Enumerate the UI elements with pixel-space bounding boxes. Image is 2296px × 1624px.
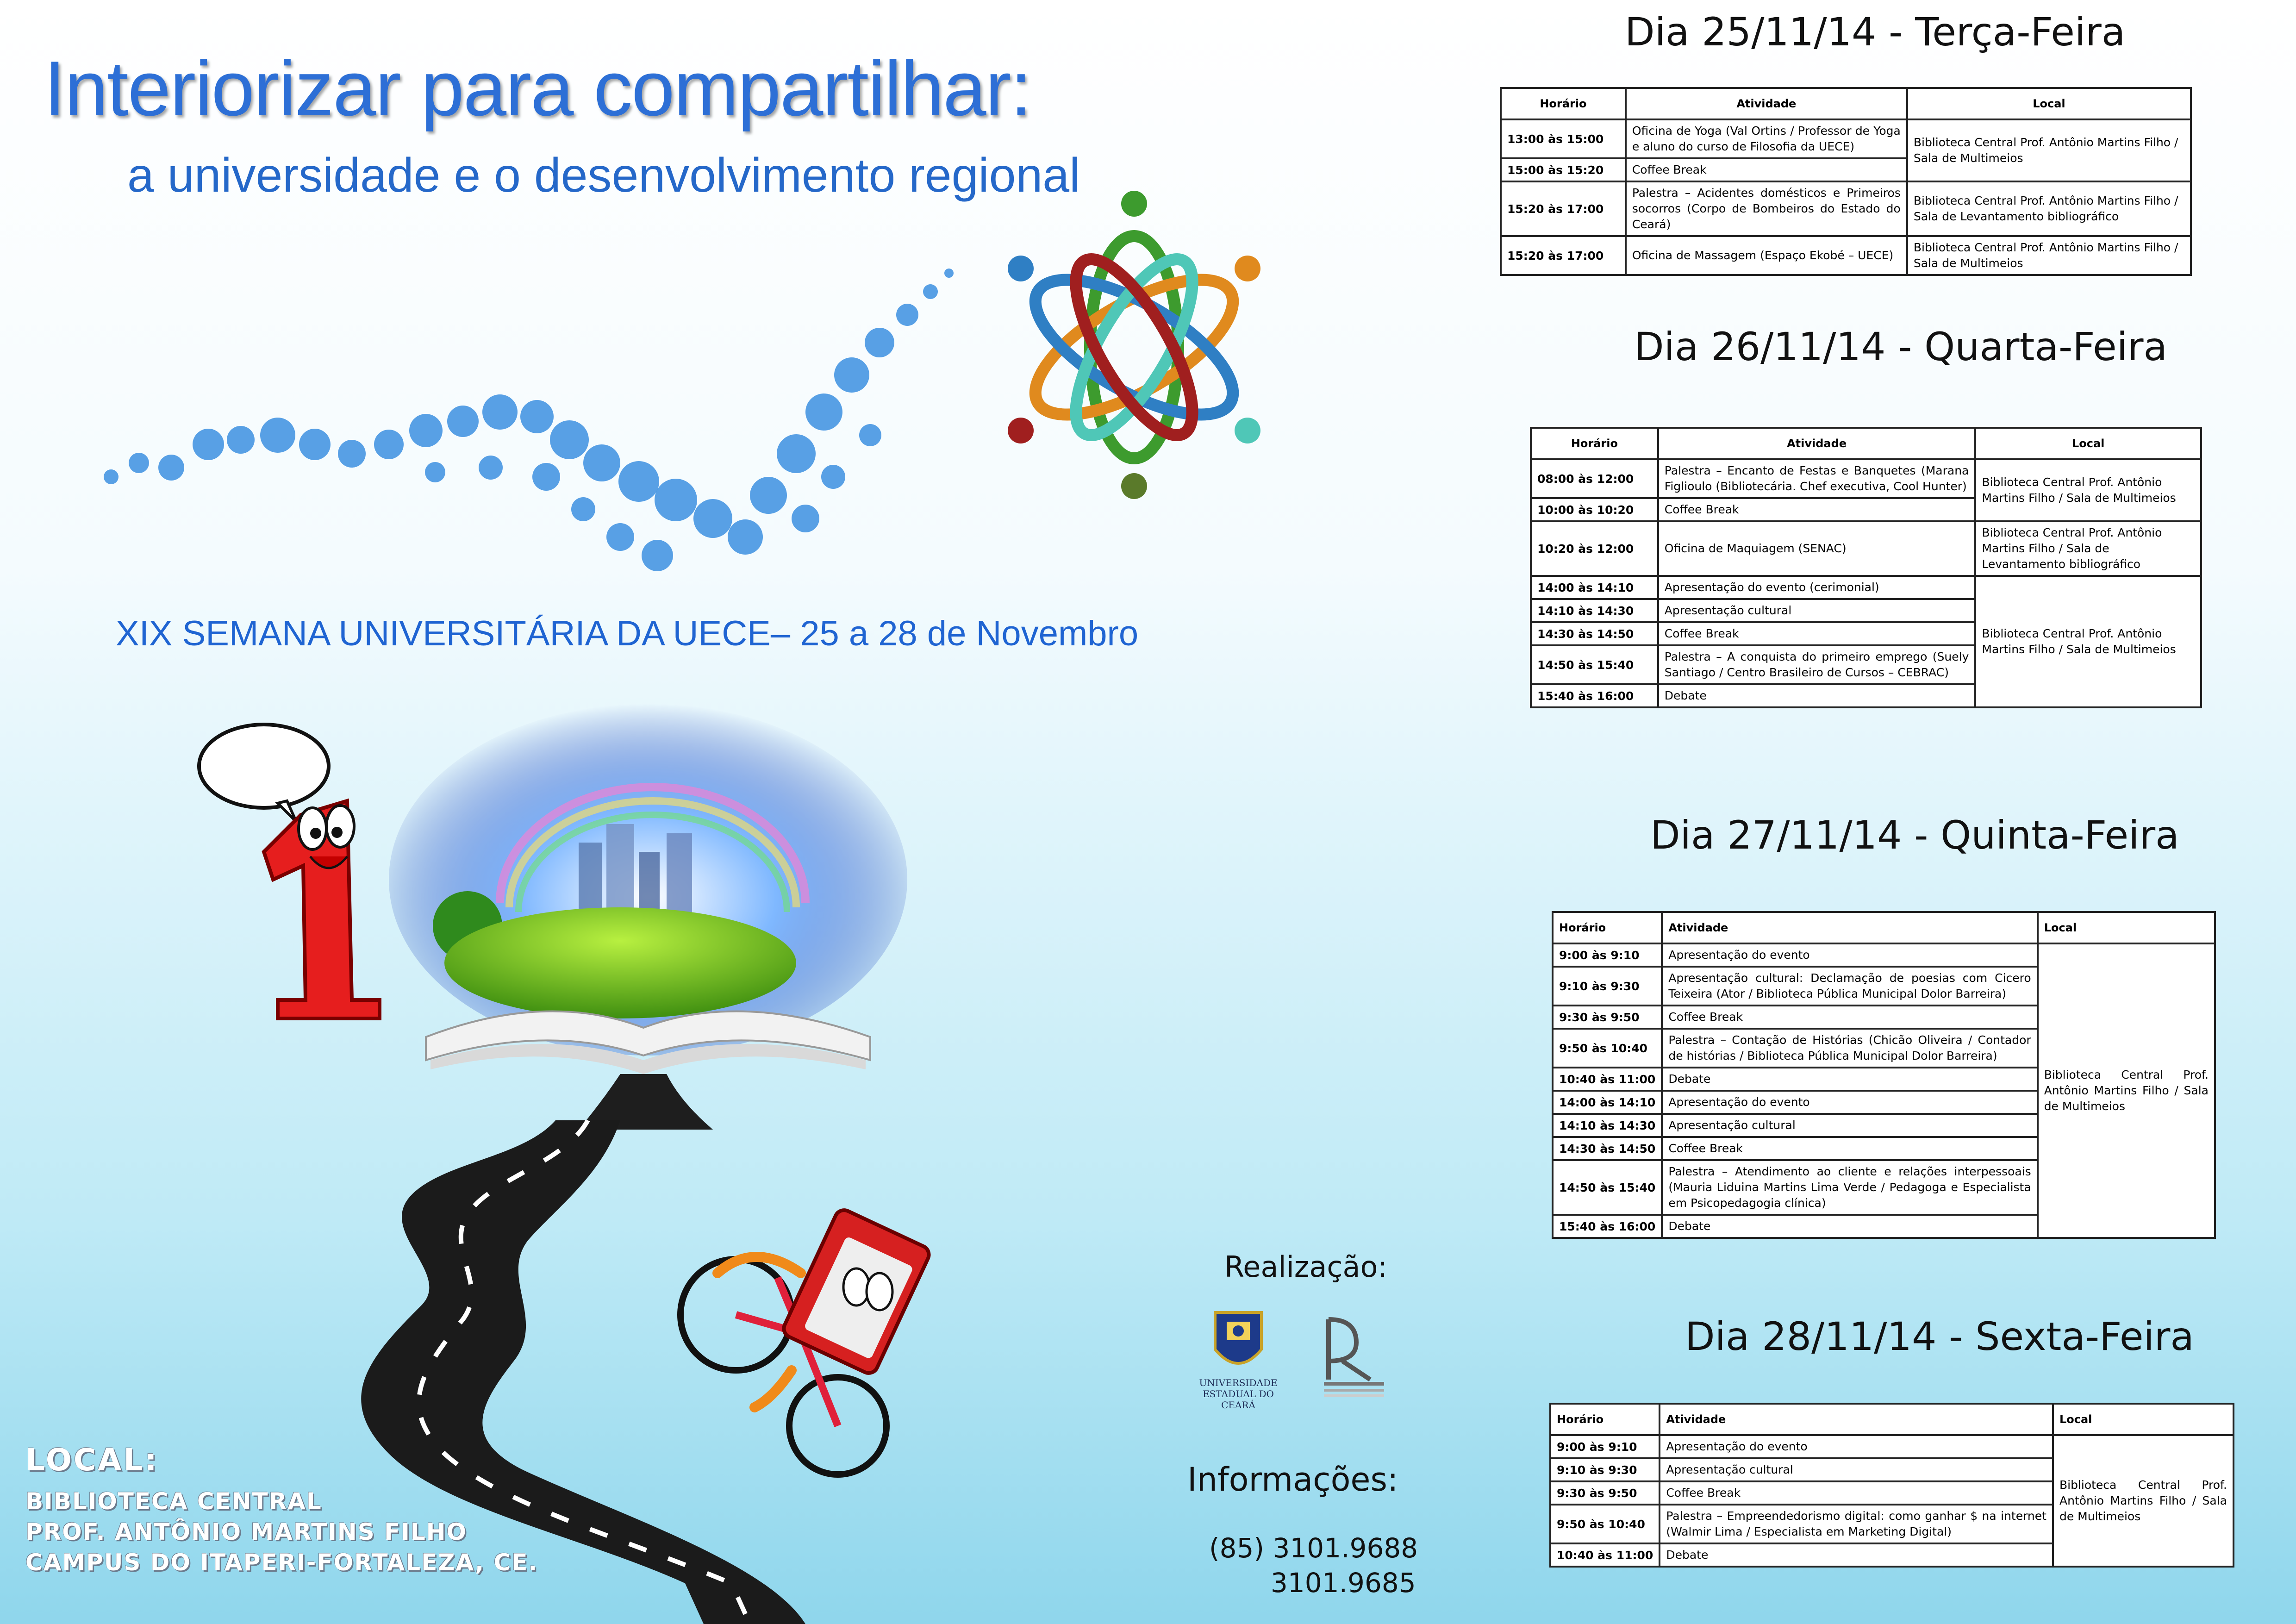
row-time: 9:00 às 9:10: [1553, 943, 1662, 967]
row-time: 9:30 às 9:50: [1550, 1481, 1660, 1505]
uece-crest-icon: [1210, 1308, 1266, 1377]
row-activity: Coffee Break: [1658, 498, 1976, 521]
row-activity: Coffee Break: [1662, 1137, 2037, 1160]
table-row: [1531, 576, 2201, 599]
library-logo-icon: [1315, 1310, 1393, 1403]
column-header-activity: Atividade: [1626, 88, 1907, 119]
row-activity: Palestra – A conquista do primeiro emprego (Suely Santiago / Centro Brasileiro de Cursos – CEBRAC): [1658, 645, 1976, 684]
day4-title: Dia 28/11/14 - Sexta-Feira: [1685, 1314, 2194, 1359]
column-header-activity: Atividade: [1658, 428, 1976, 459]
column-header-time: Horário: [1553, 912, 1662, 943]
row-activity: Apresentação do evento: [1662, 1091, 2037, 1114]
column-header-time: Horário: [1501, 88, 1626, 119]
column-header-activity: Atividade: [1662, 912, 2037, 943]
row-time: 14:30 às 14:50: [1531, 622, 1658, 645]
column-header-location: Local: [2053, 1404, 2234, 1435]
row-time: 15:00 às 15:20: [1501, 158, 1626, 181]
table-row: [1501, 236, 2191, 275]
row-activity: Palestra – Atendimento ao cliente e relações interpessoais (Mauria Liduina Martins Lima Verde / Pedagoga e Especialista em Psicopedagogia clínica): [1662, 1160, 2037, 1215]
community-logo: [1000, 190, 1268, 505]
row-activity: Apresentação cultural: [1662, 1114, 2037, 1137]
day2-title: Dia 26/11/14 - Quarta-Feira: [1634, 324, 2168, 369]
row-time: 9:30 às 9:50: [1553, 1006, 1662, 1029]
table-row: [1531, 459, 2201, 498]
local-line: CAMPUS DO ITAPERI-FORTALEZA, CE.: [25, 1549, 538, 1576]
row-activity: Debate: [1662, 1068, 2037, 1091]
row-time: 14:00 às 14:10: [1553, 1091, 1662, 1114]
row-time: 14:50 às 15:40: [1553, 1160, 1662, 1215]
row-activity: Apresentação cultural: [1660, 1458, 2053, 1481]
row-location: Biblioteca Central Prof. Antônio Martins Filho / Sala de Levantamento bibliográfico: [1975, 521, 2201, 576]
row-time: 14:30 às 14:50: [1553, 1137, 1662, 1160]
row-activity: Oficina de Massagem (Espaço Ekobé – UECE): [1626, 236, 1907, 275]
row-time: 14:00 às 14:10: [1531, 576, 1658, 599]
day4-schedule-table: [1549, 1403, 2234, 1568]
uece-logo-line1: UNIVERSIDADE: [1199, 1377, 1278, 1388]
row-activity: Palestra – Acidentes domésticos e Primeiros socorros (Corpo de Bombeiros do Estado do Ceará): [1626, 181, 1907, 236]
local-line: BIBLIOTECA CENTRAL: [25, 1488, 322, 1515]
column-header-time: Horário: [1550, 1404, 1660, 1435]
row-activity: Coffee Break: [1658, 622, 1976, 645]
row-time: 14:50 às 15:40: [1531, 645, 1658, 684]
row-time: 15:20 às 17:00: [1501, 181, 1626, 236]
day1-title: Dia 25/11/14 - Terça-Feira: [1625, 9, 2126, 55]
row-activity: Apresentação cultural: Declamação de poesias com Cicero Teixeira (Ator / Biblioteca Pública Municipal Dolor Barreira): [1662, 967, 2037, 1006]
row-time: 13:00 às 15:00: [1501, 119, 1626, 158]
number-one-mascot: [194, 722, 407, 1028]
row-activity: Apresentação do evento: [1660, 1435, 2053, 1458]
day1-schedule-table: [1500, 87, 2192, 276]
row-time: 10:20 às 12:00: [1531, 521, 1658, 576]
event-dates: XIX SEMANA UNIVERSITÁRIA DA UECE– 25 a 28 de Novembro: [116, 614, 1139, 653]
row-time: 15:40 às 16:00: [1531, 684, 1658, 707]
row-location: Biblioteca Central Prof. Antônio Martins Filho / Sala de Multimeios: [2053, 1435, 2234, 1567]
row-activity: Palestra – Empreendedorismo digital: como ganhar $ na internet (Walmir Lima / Especialista em Marketing Digital): [1660, 1505, 2053, 1543]
icon-bubbles-decoration: [83, 259, 963, 583]
page-subtitle: a universidade e o desenvolvimento regional: [127, 149, 1080, 202]
row-time: 15:40 às 16:00: [1553, 1215, 1662, 1238]
table-row: [1501, 181, 2191, 236]
page-title: Interiorizar para compartilhar:: [44, 45, 1031, 132]
table-row: [1531, 521, 2201, 576]
phone-number-1: (85) 3101.9688: [1209, 1532, 1418, 1564]
day3-title: Dia 27/11/14 - Quinta-Feira: [1650, 812, 2179, 858]
row-activity: Palestra – Encanto de Festas e Banquetes (Marana Figlioulo (Bibliotecária. Chef executiva, Cool Hunter): [1658, 459, 1976, 498]
row-location: Biblioteca Central Prof. Antônio Martins Filho / Sala de Multimeios: [2038, 943, 2215, 1238]
row-activity: Debate: [1660, 1543, 2053, 1567]
row-activity: Apresentação do evento: [1662, 943, 2037, 967]
informacoes-label: Informações:: [1187, 1461, 1398, 1499]
phone-number-2: 3101.9685: [1271, 1567, 1416, 1599]
row-activity: Debate: [1658, 684, 1976, 707]
table-row: [1501, 119, 2191, 158]
row-time: 10:00 às 10:20: [1531, 498, 1658, 521]
day3-schedule-table: [1552, 911, 2216, 1239]
row-activity: Coffee Break: [1662, 1006, 2037, 1029]
row-time: 9:50 às 10:40: [1550, 1505, 1660, 1543]
row-time: 15:20 às 17:00: [1501, 236, 1626, 275]
row-activity: Palestra – Contação de Histórias (Chicão Oliveira / Contador de histórias / Biblioteca Pública Municipal Dolor Barreira): [1662, 1029, 2037, 1068]
column-header-location: Local: [2038, 912, 2215, 943]
row-activity: Oficina de Maquiagem (SENAC): [1658, 521, 1976, 576]
uece-logo-line2: ESTADUAL DO CEARÁ: [1203, 1388, 1274, 1411]
row-activity: Coffee Break: [1626, 158, 1907, 181]
row-location: Biblioteca Central Prof. Antônio Martins Filho / Sala de Multimeios: [1907, 119, 2191, 181]
local-block: [25, 1442, 538, 1578]
row-activity: Apresentação do evento (cerimonial): [1658, 576, 1976, 599]
day2-schedule-table: [1530, 427, 2202, 708]
table-row: [1553, 943, 2215, 967]
local-title: LOCAL:: [25, 1442, 159, 1478]
row-location: Biblioteca Central Prof. Antônio Martins Filho / Sala de Multimeios: [1907, 236, 2191, 275]
local-line: PROF. ANTÔNIO MARTINS FILHO: [25, 1518, 468, 1545]
row-location: Biblioteca Central Prof. Antônio Martins Filho / Sala de Multimeios: [1975, 459, 2201, 521]
row-activity: Oficina de Yoga (Val Ortins / Professor de Yoga e aluno do curso de Filosofia da UECE): [1626, 119, 1907, 158]
row-time: 10:40 às 11:00: [1553, 1068, 1662, 1091]
column-header-location: Local: [1975, 428, 2201, 459]
row-location: Biblioteca Central Prof. Antônio Martins Filho / Sala de Multimeios: [1975, 576, 2201, 707]
row-time: 08:00 às 12:00: [1531, 459, 1658, 498]
row-activity: Coffee Break: [1660, 1481, 2053, 1505]
column-header-activity: Atividade: [1660, 1404, 2053, 1435]
row-time: 10:40 às 11:00: [1550, 1543, 1660, 1567]
row-location: Biblioteca Central Prof. Antônio Martins Filho / Sala de Levantamento bibliográfico: [1907, 181, 2191, 236]
table-row: [1550, 1435, 2234, 1458]
row-time: 9:10 às 9:30: [1550, 1458, 1660, 1481]
row-activity: Debate: [1662, 1215, 2037, 1238]
row-time: 14:10 às 14:30: [1531, 599, 1658, 622]
row-time: 14:10 às 14:30: [1553, 1114, 1662, 1137]
row-time: 9:00 às 9:10: [1550, 1435, 1660, 1458]
realizacao-label: Realização:: [1224, 1250, 1388, 1284]
open-book-world-illustration: [361, 704, 963, 1130]
row-time: 9:10 às 9:30: [1553, 967, 1662, 1006]
column-header-time: Horário: [1531, 428, 1658, 459]
column-header-location: Local: [1907, 88, 2191, 119]
book-cyclist-mascot: [662, 1194, 995, 1481]
row-activity: Apresentação cultural: [1658, 599, 1976, 622]
uece-logo: [1190, 1308, 1287, 1414]
row-time: 9:50 às 10:40: [1553, 1029, 1662, 1068]
